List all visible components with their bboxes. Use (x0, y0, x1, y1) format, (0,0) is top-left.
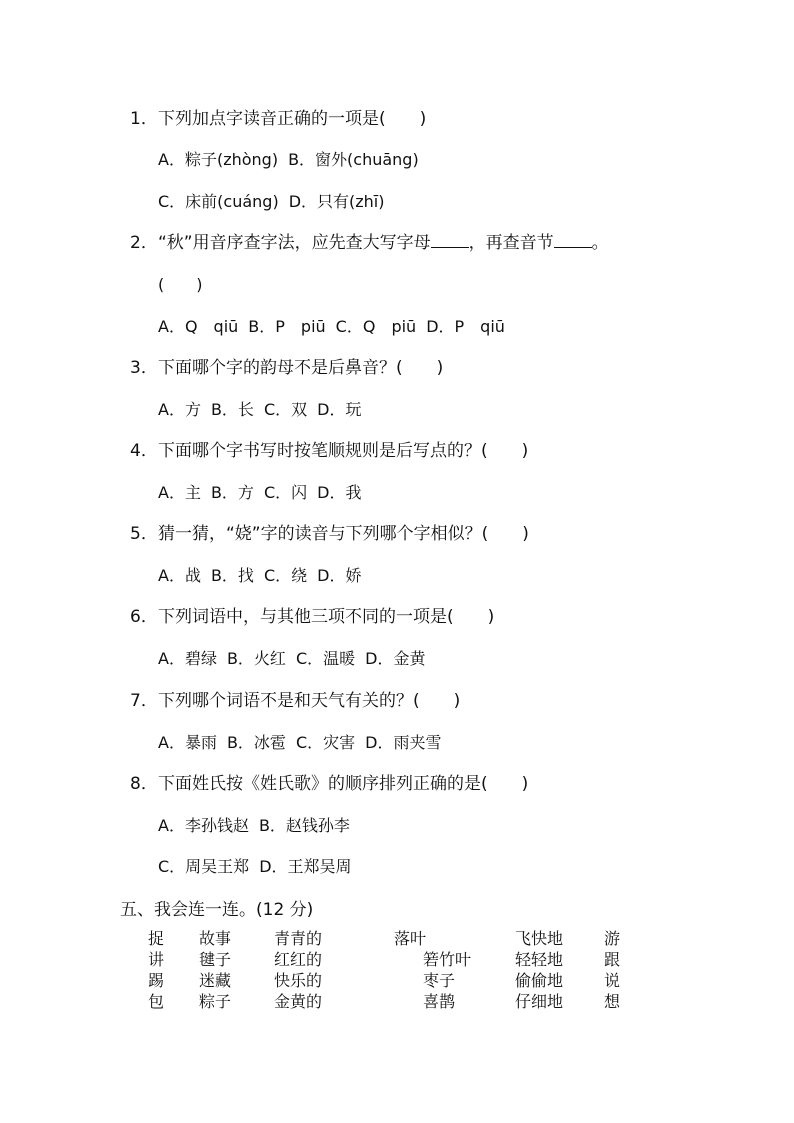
match-item[interactable]: 仔细地 (515, 992, 564, 1011)
question-5-options-row-1 (158, 565, 371, 587)
question-7-options-row-1 (158, 732, 451, 754)
question-2 (130, 232, 609, 254)
match-item[interactable]: 快乐的 (274, 971, 323, 990)
option-c: C．闪 (263, 483, 308, 502)
match-item[interactable]: 箬竹叶 (423, 950, 472, 969)
question-6-options-row-1 (158, 648, 435, 670)
match-item[interactable]: 金黄的 (274, 992, 323, 1011)
question-4-options-row-1 (158, 482, 371, 504)
question-1 (130, 108, 426, 130)
question-text-part-a: “秋”用音序查字法，应先查大写字母 (158, 233, 431, 253)
question-number: 5． (130, 524, 158, 544)
answer-blank[interactable] (431, 233, 469, 248)
question-8-options-row-2 (158, 856, 362, 878)
match-item[interactable]: 包 (148, 992, 165, 1011)
match-item[interactable]: 轻轻地 (515, 950, 564, 969)
match-column-things (394, 928, 471, 1012)
question-text: 下面哪个字的韵母不是后鼻音？( ) (158, 358, 444, 378)
match-column-actions (604, 928, 620, 1012)
match-item[interactable]: 枣子 (423, 971, 456, 990)
match-item[interactable]: 毽子 (199, 950, 232, 969)
option-a: A．李孙钱赵 (158, 816, 249, 835)
option-c: C．双 (263, 400, 308, 419)
question-5 (130, 523, 529, 545)
match-item[interactable]: 踢 (148, 971, 165, 990)
option-c: C．床前(cuáng) (158, 192, 279, 211)
question-8 (130, 773, 528, 795)
match-item[interactable]: 跟 (604, 950, 621, 969)
question-3-options-row-1 (158, 399, 371, 421)
match-item[interactable]: 故事 (199, 929, 232, 948)
option-a: A．方 (158, 400, 201, 419)
match-item[interactable]: 讲 (148, 950, 165, 969)
match-column-adjectives (274, 928, 322, 1012)
option-a: A．暴雨 (158, 733, 217, 752)
question-6 (130, 606, 494, 628)
question-2-paren: ( ) (158, 275, 203, 294)
option-b: B．窗外(chuāng) (288, 150, 419, 169)
option-c: C．周吴王郑 (158, 857, 250, 876)
option-b: B．方 (210, 483, 254, 502)
question-text: 下面姓氏按《姓氏歌》的顺序排列正确的是( ) (158, 774, 529, 794)
option-d: D．金黄 (365, 649, 426, 668)
question-text: 下列加点字读音正确的一项是( ) (158, 109, 427, 129)
option-a: A．Q qiū (158, 317, 239, 336)
question-text: 下列词语中，与其他三项不同的一项是( ) (158, 607, 495, 627)
option-d: D．雨夹雪 (365, 733, 442, 752)
option-b: B．长 (210, 400, 254, 419)
option-a: A．碧绿 (158, 649, 217, 668)
match-item[interactable]: 飞快地 (515, 929, 564, 948)
question-number: 7． (130, 691, 158, 711)
question-1-options-row-1 (158, 149, 429, 171)
option-b: B．赵钱孙李 (258, 816, 350, 835)
match-item[interactable]: 迷藏 (199, 971, 232, 990)
question-number: 6． (130, 607, 158, 627)
question-text: 下列哪个词语不是和天气有关的？( ) (158, 691, 461, 711)
option-b: B．找 (210, 566, 254, 585)
match-item[interactable]: 青青的 (274, 929, 323, 948)
option-b: B．冰雹 (226, 733, 286, 752)
match-column-nouns (199, 928, 231, 1012)
question-4 (130, 440, 528, 462)
option-d: D．只有(zhī) (288, 192, 385, 211)
option-a: A．粽子(zhòng) (158, 150, 279, 169)
option-d: D．玩 (317, 400, 362, 419)
option-c: C．灾害 (295, 733, 356, 752)
option-d: D．王郑吴周 (259, 857, 352, 876)
question-text: 猜一猜，“娆”字的读音与下列哪个字相似？( ) (158, 524, 529, 544)
option-a: A．战 (158, 566, 201, 585)
answer-blank[interactable] (554, 233, 592, 248)
match-item[interactable]: 偷偷地 (515, 971, 564, 990)
option-a: A．主 (158, 483, 201, 502)
question-number: 2． (130, 233, 158, 253)
question-text: 下面哪个字书写时按笔顺规则是后写点的？( ) (158, 441, 529, 461)
match-item[interactable]: 游 (604, 929, 621, 948)
question-number: 8． (130, 774, 158, 794)
match-column-adverbs (515, 928, 563, 1012)
option-d: D．我 (317, 483, 362, 502)
question-number: 3． (130, 358, 158, 378)
question-text-part-b: ，再查音节 (468, 233, 554, 253)
section-5-title: 五、我会连一连。(12 分) (120, 900, 314, 920)
option-c: C．Q piū (335, 317, 417, 336)
match-item[interactable]: 落叶 (394, 929, 427, 948)
match-item[interactable]: 捉 (148, 929, 165, 948)
option-c: C．温暖 (295, 649, 356, 668)
option-d: D．P qiū (426, 317, 505, 336)
question-8-options-row-1 (158, 815, 360, 837)
question-number: 4． (130, 441, 158, 461)
option-b: B．火红 (226, 649, 286, 668)
question-number: 1． (130, 109, 158, 129)
question-1-options-row-2 (158, 191, 395, 213)
match-item[interactable]: 想 (604, 992, 621, 1011)
option-d: D．娇 (317, 566, 362, 585)
option-c: C．绕 (263, 566, 308, 585)
match-item[interactable]: 喜鹊 (423, 992, 456, 1011)
question-3 (130, 357, 443, 379)
match-item[interactable]: 粽子 (199, 992, 232, 1011)
question-text-part-c: 。 (591, 233, 609, 253)
question-7 (130, 690, 460, 712)
match-item[interactable]: 红红的 (274, 950, 323, 969)
match-column-verbs (148, 928, 164, 1012)
option-b: B．P piū (248, 317, 326, 336)
question-2-options-row-1 (158, 316, 515, 338)
match-item[interactable]: 说 (604, 971, 621, 990)
